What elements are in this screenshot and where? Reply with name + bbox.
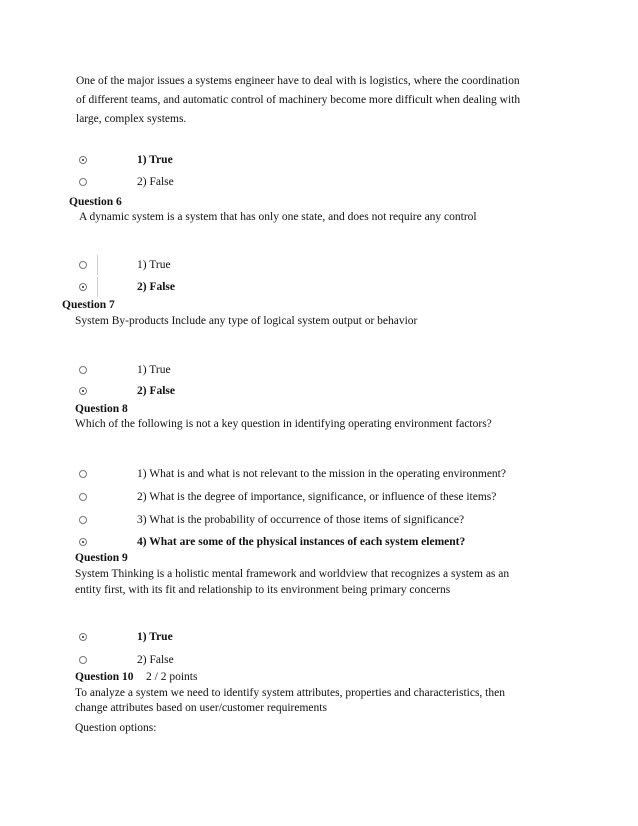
- q8-option-3-label: 3) What is the probability of occurrence of those items of significance?: [137, 514, 465, 526]
- q8-option-4-label: 4) What are some of the physical instances of each system element?: [137, 536, 466, 548]
- q9-option-1-radio[interactable]: [79, 633, 87, 641]
- q7-option-2-label: 2) False: [137, 385, 176, 397]
- q8-option-1-label: 1) What is and what is not relevant to the mission in the operating environment?: [137, 468, 506, 480]
- q5-text: [76, 72, 566, 129]
- q10-points: 2 / 2 points: [146, 671, 198, 683]
- q6-option-2-divider: [97, 277, 98, 297]
- q7-heading: Question 7: [62, 299, 115, 311]
- q10-text-line: change attributes based on user/customer requirements: [75, 702, 327, 714]
- q5-text-line: of different teams, and automatic control of machinery become more difficult when dealing with: [76, 94, 521, 106]
- q8-option-3-radio[interactable]: [79, 516, 87, 524]
- q5-option-2-label: 2) False: [137, 176, 174, 188]
- q8-heading: Question 8: [75, 403, 128, 415]
- q5-option-2-radio[interactable]: [79, 178, 87, 186]
- q6-option-2-label: 2) False: [137, 281, 176, 293]
- q5-option-1-label: 1) True: [137, 154, 173, 166]
- q9-option-2-radio[interactable]: [79, 656, 87, 664]
- q8-option-2-label: 2) What is the degree of importance, significance, or influence of these items?: [137, 491, 497, 503]
- q7-option-1-label: 1) True: [137, 364, 171, 376]
- q6-heading: Question 6: [69, 196, 122, 208]
- q8-option-4-radio[interactable]: [79, 538, 87, 546]
- q6-text: A dynamic system is a system that has only one state, and does not require any control: [79, 211, 477, 223]
- q6-option-1-divider: [97, 255, 98, 275]
- q6-option-2-radio[interactable]: [79, 283, 87, 291]
- q9-option-2-label: 2) False: [137, 654, 174, 666]
- q6-option-1-label: 1) True: [137, 259, 171, 271]
- q9-heading: Question 9: [75, 552, 128, 564]
- q10-heading: Question 10: [75, 671, 134, 683]
- q10-text-line: To analyze a system we need to identify system attributes, properties and characteristics, then: [75, 687, 505, 699]
- q8-option-2-radio[interactable]: [79, 493, 87, 501]
- q5-text-line: large, complex systems.: [76, 113, 187, 125]
- q9-text-line: System Thinking is a holistic mental framework and worldview that recognizes a system as an: [75, 568, 510, 580]
- q7-option-2-radio[interactable]: [79, 387, 87, 395]
- q5-text-line: One of the major issues a systems engineer have to deal with is logistics, where the coordination: [76, 75, 520, 87]
- q8-option-1-radio[interactable]: [79, 470, 87, 478]
- q9-text-line: entity first, with its fit and relationship to its environment being primary concerns: [75, 584, 451, 596]
- q6-option-1-radio[interactable]: [79, 261, 87, 269]
- q9-option-1-label: 1) True: [137, 631, 173, 643]
- q10-options-label: Question options:: [75, 722, 157, 734]
- q8-text: Which of the following is not a key question in identifying operating environment factors?: [75, 418, 492, 430]
- q7-text: System By-products Include any type of logical system output or behavior: [75, 315, 418, 327]
- q5-option-1-radio[interactable]: [79, 156, 87, 164]
- q7-option-1-radio[interactable]: [79, 366, 87, 374]
